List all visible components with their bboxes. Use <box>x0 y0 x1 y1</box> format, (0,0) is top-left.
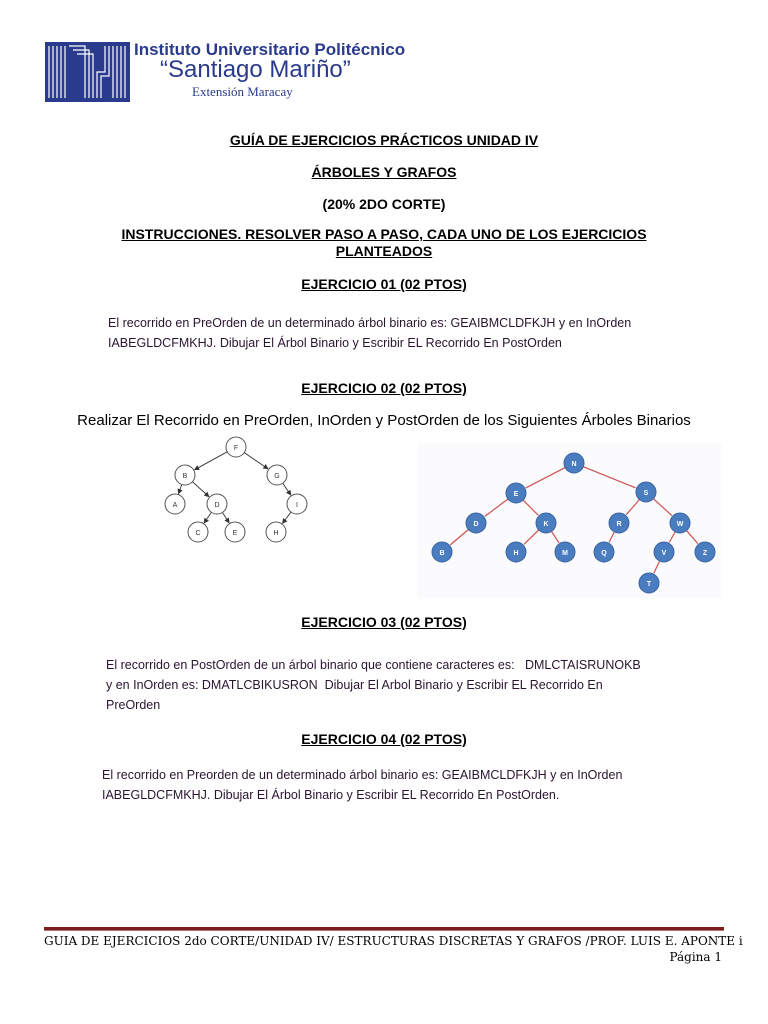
exercise-04-line1: El recorrido en Preorden de un determinado árbol binario es: GEAIBMCLDFKJH y en InOrden <box>102 768 623 782</box>
tree-node-label: I <box>296 502 298 509</box>
tree-node-label: H <box>513 550 519 557</box>
tree-node-label: V <box>661 550 667 557</box>
institution-name: Instituto Universitario Politécnico <box>134 40 406 59</box>
page-number: Página 1 <box>669 950 722 964</box>
guide-title: GUÍA DE EJERCICIOS PRÁCTICOS UNIDAD IV <box>229 132 539 148</box>
tree-node-label: W <box>676 521 684 528</box>
weight-title: (20% 2DO CORTE) <box>322 196 446 212</box>
tree-edge <box>179 484 182 493</box>
tree-node-label: K <box>543 521 549 528</box>
tree-edge <box>204 512 211 523</box>
tree-node-label: C <box>195 530 201 537</box>
tree-edge <box>195 452 228 470</box>
exercise-03-line3: PreOrden <box>106 698 161 712</box>
institution-extension: Extensión Maracay <box>192 84 293 99</box>
tree-node-label: D <box>473 521 479 528</box>
tree-node-label: Z <box>702 550 708 557</box>
tree-node-label: D <box>214 502 220 509</box>
tree-node-label: R <box>616 521 622 528</box>
tree-node-label: E <box>232 530 238 537</box>
instructions-line2: PLANTEADOS <box>335 243 433 259</box>
tree-node-label: Q <box>601 550 607 557</box>
tree-edge <box>283 512 291 523</box>
footer-rule <box>44 927 724 931</box>
tree-node-label: E <box>513 491 519 498</box>
exercise-02-text: Realizar El Recorrido en PreOrden, InOrden y PostOrden de los Siguientes Árboles Binarios <box>77 412 691 429</box>
exercise-03-title: EJERCICIO 03 (02 PTOS) <box>301 614 467 630</box>
tree-edge <box>192 482 208 497</box>
instructions-line1: INSTRUCCIONES. RESOLVER PASO A PASO, CADA UNO DE LOS EJERCICIOS <box>121 226 647 242</box>
tree-edge <box>222 512 229 522</box>
exercise-03-line1: El recorrido en PostOrden de un árbol binario que contiene caracteres es: DMLCTAISRUNOKB <box>106 658 641 672</box>
tree-node-label: A <box>172 502 178 509</box>
exercise-04-text <box>102 765 672 805</box>
tree-node-label: H <box>273 530 279 537</box>
tree-node-label: G <box>274 473 280 480</box>
tree-node-label: S <box>643 490 649 497</box>
tree-edge <box>283 483 291 495</box>
tree-node-label: B <box>439 550 445 557</box>
tree-node-label: F <box>233 445 239 452</box>
footer-text: GUIA DE EJERCICIOS 2do CORTE/UNIDAD IV/ ESTRUCTURAS DISCRETAS Y GRAFOS /PROF. LUIS E. APONTE i <box>44 934 743 948</box>
exercise-02-title: EJERCICIO 02 (02 PTOS) <box>301 380 467 396</box>
exercise-01-line2: IABEGLDCFMKHJ. Dibujar El Árbol Binario y Escribir EL Recorrido En PostOrden <box>108 336 562 350</box>
tree-node-label: T <box>646 581 652 588</box>
exercise-03-text <box>106 655 674 715</box>
tree-node-label: B <box>182 473 188 480</box>
tree-node-label: N <box>571 461 577 468</box>
institution-name-2: “Santiago Mariño” <box>160 56 351 83</box>
tree-node-label: M <box>562 550 568 557</box>
exercise-01-title: EJERCICIO 01 (02 PTOS) <box>301 276 467 292</box>
exercise-03-line2: y en InOrden es: DMATLCBIKUSRON Dibujar El Arbol Binario y Escribir EL Recorrido En <box>106 678 603 692</box>
exercise-04-line2: IABEGLDCFMKHJ. Dibujar El Árbol Binario y Escribir EL Recorrido En PostOrden. <box>102 788 560 802</box>
tree-edge <box>244 453 268 469</box>
exercise-01-line1: El recorrido en PreOrden de un determinado árbol binario es: GEAIBMCLDFKJH y en InOrden <box>108 316 632 330</box>
exercise-04-title: EJERCICIO 04 (02 PTOS) <box>301 731 467 747</box>
topic-title: ÁRBOLES Y GRAFOS <box>311 164 457 180</box>
